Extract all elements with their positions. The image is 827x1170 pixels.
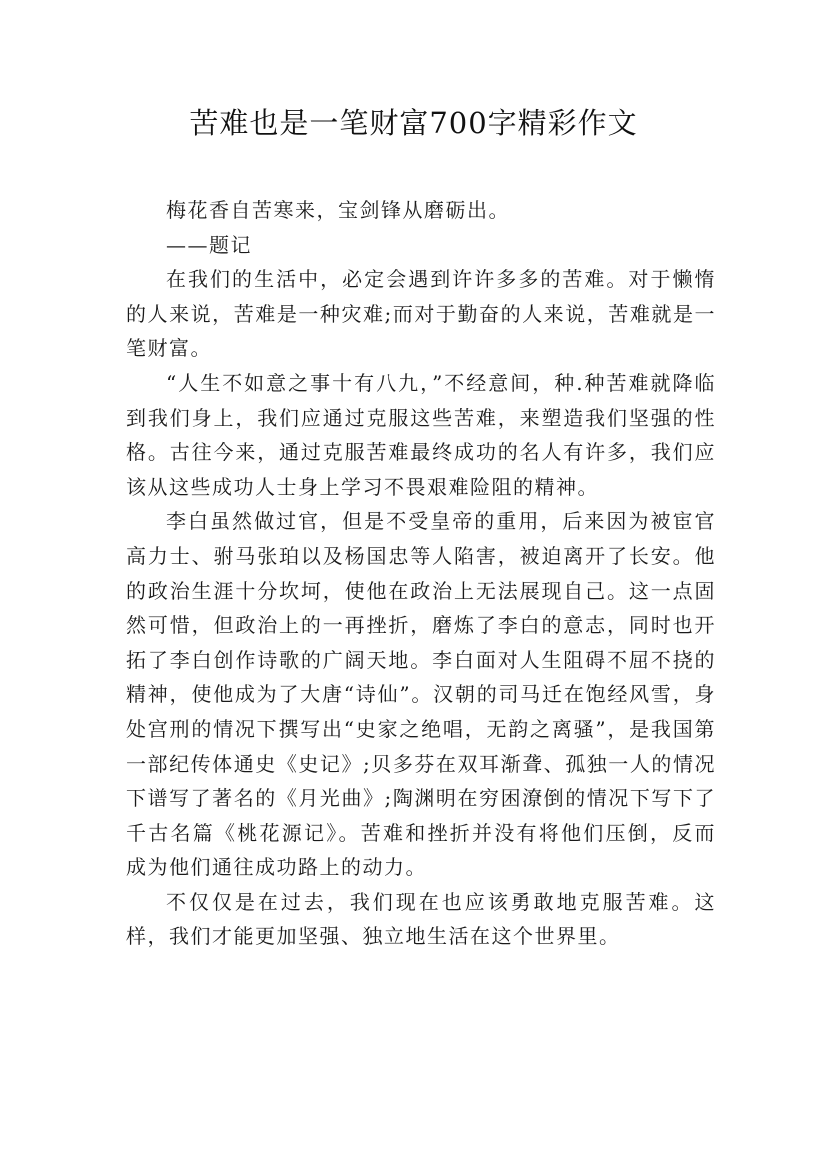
document-title: 苦难也是一笔财富700字精彩作文 <box>189 106 638 140</box>
document-body <box>126 193 716 954</box>
body-paragraph: 在我们的生活中，必定会遇到许许多多的苦难。对于懒惰的人来说，苦难是一种灾难;而对于勤奋的人来说，苦难就是一笔财富。 <box>126 267 716 361</box>
body-paragraph: 不仅仅是在过去，我们现在也应该勇敢地克服苦难。这样，我们才能更加坚强、独立地生活在这个世界里。 <box>126 889 716 949</box>
body-paragraph: “人生不如意之事十有八九，”不经意间，种.种苦难就降临到我们身上，我们应通过克服这些苦难，来塑造我们坚强的性格。古往今来，通过克服苦难最终成功的名人有许多，我们应该从这些成功人士身上学习不畏艰难险阻的精神。 <box>126 370 716 499</box>
epigraph-attribution: ——题记 <box>166 232 252 257</box>
epigraph-line: 梅花香自苦寒来，宝剑锋从磨砺出。 <box>166 198 510 222</box>
body-paragraph: 李白虽然做过官，但是不受皇帝的重用，后来因为被宦官高力士、驸马张珀以及杨国忠等人陷害，被迫离开了长安。他的政治生涯十分坎坷，使他在政治上无法展现自己。这一点固然可惜，但政治上的一再挫折，磨炼了李白的意志，同时也开拓了李白创作诗歌的广阔天地。李白面对人生阻碍不屈不挠的精神，使他成为了大唐“诗仙”。汉朝的司马迁在饱经风雪，身处宫刑的情况下撰写出“史家之绝唱，无韵之离骚”，是我国第一部纪传体通史《史记》;贝多芬在双耳渐聋、孤独一人的情况下谱写了著名的《月光曲》;陶渊明在穷困潦倒的情况下写下了千古名篇《桃花源记》。苦难和挫折并没有将他们压倒，反而成为他们通往成功路上的动力。 <box>126 509 716 880</box>
